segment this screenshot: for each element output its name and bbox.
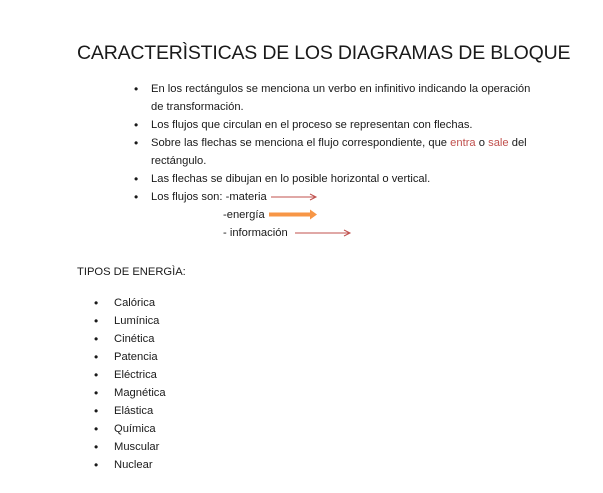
bullet-icon: • (134, 172, 139, 186)
flows-line (151, 191, 267, 203)
energy-type-label: Elástica (114, 405, 154, 417)
bullet-text: En los rectángulos se menciona un verbo en infinitivo indicando la operación de transformación. (151, 83, 531, 113)
list-item (133, 188, 533, 242)
energy-type-label: Calórica (114, 297, 156, 309)
flow-energia-label: -energía (223, 209, 265, 221)
bullet-icon: • (94, 296, 99, 310)
list-item (93, 348, 166, 366)
list-item (93, 330, 166, 348)
energy-type-label: Eléctrica (114, 369, 157, 381)
list-item (133, 134, 533, 170)
bullet-text-part: del rectángulo. (151, 137, 527, 167)
list-item (93, 384, 166, 402)
bullet-icon: • (94, 422, 99, 436)
list-item (93, 402, 166, 420)
list-item (93, 366, 166, 384)
arrow-energia-icon (269, 208, 319, 222)
energy-type-label: Lumínica (114, 315, 160, 327)
list-item (93, 294, 166, 312)
bullet-icon: • (94, 458, 99, 472)
list-item (93, 456, 166, 474)
energy-types-list (93, 294, 166, 474)
bullet-icon: • (134, 136, 139, 150)
bullet-text: Las flechas se dibujan en lo posible horizontal o vertical. (151, 173, 431, 185)
page-title: CARACTERÌSTICAS DE LOS DIAGRAMAS DE BLOQUE (77, 42, 571, 64)
bullet-text-part: Sobre las flechas se menciona el flujo correspondiente, que (151, 137, 451, 149)
bullet-icon: • (94, 332, 99, 346)
flows-lead: Los flujos son: (151, 191, 226, 203)
sale-word: sale (488, 137, 509, 149)
energy-type-label: Cinética (114, 333, 155, 345)
bullet-icon: • (134, 190, 139, 204)
energy-type-label: Muscular (114, 441, 160, 453)
bullet-icon: • (134, 118, 139, 132)
list-item (133, 170, 533, 188)
bullet-icon: • (94, 368, 99, 382)
list-item (93, 438, 166, 456)
bullet-text (151, 137, 527, 167)
flow-materia-label: -materia (225, 191, 267, 203)
bullet-text-part: o (475, 137, 489, 149)
list-item (133, 116, 533, 134)
bullet-icon: • (134, 82, 139, 96)
bullet-icon: • (94, 440, 99, 454)
energy-section-title: TIPOS DE ENERGÌA: (77, 266, 186, 278)
energy-type-label: Patencia (114, 351, 158, 363)
list-item (93, 420, 166, 438)
arrow-informacion-icon (295, 227, 353, 239)
energy-type-label: Nuclear (114, 459, 153, 471)
energy-type-label: Química (114, 423, 156, 435)
bullet-icon: • (94, 350, 99, 364)
energy-type-label: Magnética (114, 387, 166, 399)
list-item (93, 312, 166, 330)
bullet-icon: • (94, 386, 99, 400)
arrow-materia-icon (271, 191, 319, 203)
flow-informacion-label: - información (223, 227, 288, 239)
bullet-text: Los flujos que circulan en el proceso se representan con flechas. (151, 119, 473, 131)
bullet-icon: • (94, 314, 99, 328)
list-item (133, 80, 533, 116)
entra-word: entra (450, 137, 476, 149)
characteristics-list (133, 80, 533, 242)
bullet-icon: • (94, 404, 99, 418)
